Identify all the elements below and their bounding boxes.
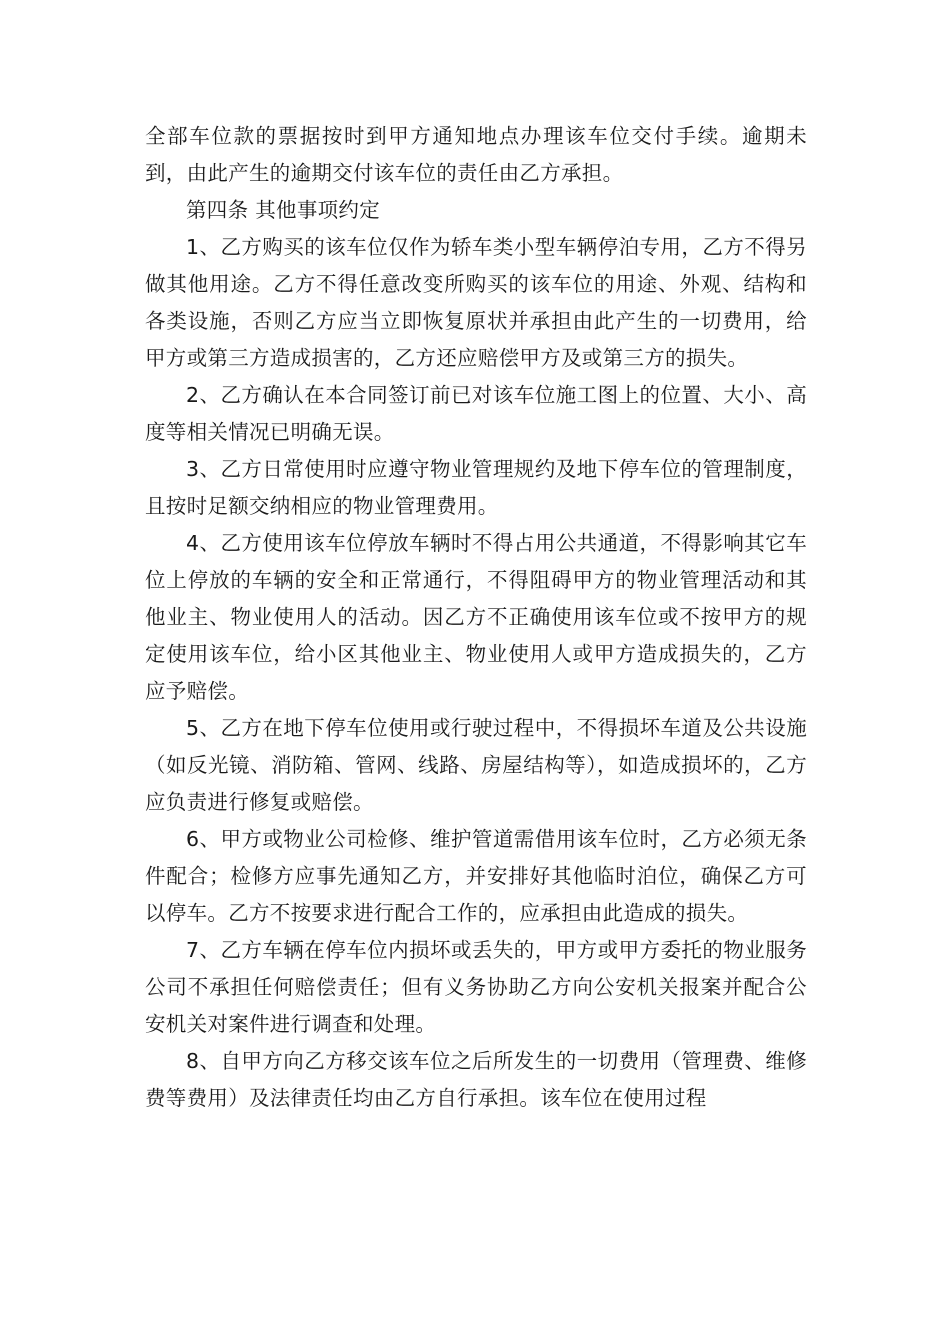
clause-1: 1、乙方购买的该车位仅作为轿车类小型车辆停泊专用，乙方不得另做其他用途。乙方不得任意改变所购买的该车位的用途、外观、结构和各类设施，否则乙方应当立即恢复原状并承担由此产生的一切费用，给甲方或第三方造成损害的，乙方还应赔偿甲方及或第三方的损失。 xyxy=(145,235,807,370)
clause-8: 8、自甲方向乙方移交该车位之后所发生的一切费用（管理费、维修费等费用）及法律责任均由乙方自行承担。该车位在使用过程 xyxy=(145,1049,807,1110)
document-page xyxy=(145,118,807,1117)
clause-5: 5、乙方在地下停车位使用或行驶过程中，不得损坏车道及公共设施（如反光镜、消防箱、管网、线路、房屋结构等），如造成损坏的，乙方应负责进行修复或赔偿。 xyxy=(145,716,807,814)
clause-4: 4、乙方使用该车位停放车辆时不得占用公共通道，不得影响其它车位上停放的车辆的安全和正常通行，不得阻碍甲方的物业管理活动和其他业主、物业使用人的活动。因乙方不正确使用该车位或不按甲方的规定使用该车位，给小区其他业主、物业使用人或甲方造成损失的，乙方应予赔偿。 xyxy=(145,531,807,703)
paragraph-continuation: 全部车位款的票据按时到甲方通知地点办理该车位交付手续。逾期未到，由此产生的逾期交付该车位的责任由乙方承担。 xyxy=(145,124,807,185)
clause-3: 3、乙方日常使用时应遵守物业管理规约及地下停车位的管理制度，且按时足额交纳相应的物业管理费用。 xyxy=(145,457,807,518)
clause-6: 6、甲方或物业公司检修、维护管道需借用该车位时，乙方必须无条件配合；检修方应事先通知乙方，并安排好其他临时泊位，确保乙方可以停车。乙方不按要求进行配合工作的，应承担由此造成的损失。 xyxy=(145,827,807,925)
clause-2: 2、乙方确认在本合同签订前已对该车位施工图上的位置、大小、高度等相关情况已明确无误。 xyxy=(145,383,807,444)
clause-7: 7、乙方车辆在停车位内损坏或丢失的，甲方或甲方委托的物业服务公司不承担任何赔偿责任；但有义务协助乙方向公安机关报案并配合公安机关对案件进行调查和处理。 xyxy=(145,938,807,1036)
section-heading: 第四条 其他事项约定 xyxy=(186,198,381,222)
